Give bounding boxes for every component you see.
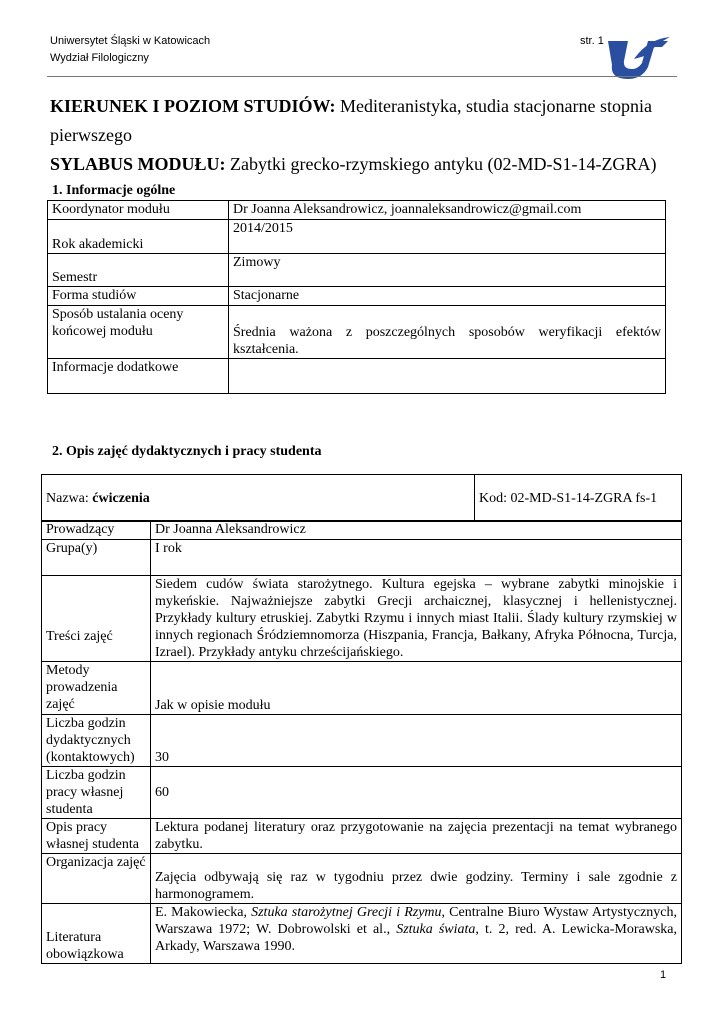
row-value: Stacjonarne [229,287,666,306]
sylabus-label: SYLABUS MODUŁU: [50,154,226,174]
row-label: Grupa(y) [42,540,151,576]
row-value: Średnia ważona z poszczególnych sposobów weryfikacji efektów kształcenia. [229,306,666,359]
table-row [42,854,682,904]
row-label: Informacje dodatkowe [48,359,229,394]
table-row [42,715,682,767]
kierunek-value-cont: pierwszego [50,125,132,145]
name-value: ćwiczenia [92,490,150,506]
row-value: 30 [151,715,682,767]
kierunek-label: KIERUNEK I POZIOM STUDIÓW: [50,96,336,116]
literature-text-2: , Centralne Biuro Wystaw Artystycznych, Warszawa 1972; W. Dobrowolski et al., [155,905,678,937]
row-label: Liczba godzin pracy własnej studenta [42,767,151,819]
row-value: Dr Joanna Aleksandrowicz [151,521,682,540]
row-value: I rok [151,540,682,576]
row-label: Opis pracy własnej studenta [42,819,151,854]
kierunek-heading [50,95,652,117]
sylabus-value: Zabytki grecko-rzymskiego antyku (02-MD-S1-14-ZGRA) [230,154,657,174]
row-label: Liczba godzin dydaktycznych (kontaktowych) [42,715,151,767]
row-label: Literatura obowiązkowa [42,904,151,964]
table-row [48,359,666,394]
row-value: Jak w opisie modułu [151,662,682,715]
table-row [48,287,666,306]
row-label: Organizacja zajęć [42,854,151,904]
university-logo-icon [604,33,672,81]
table-row [42,662,682,715]
row-label: Sposób ustalania oceny końcowej modułu [48,306,229,359]
table-row [42,540,682,576]
name-label: Nazwa: [46,490,89,506]
general-info-table [47,200,666,394]
row-label: Rok akademicki [48,220,229,254]
table-row [48,201,666,220]
row-label: Forma studiów [48,287,229,306]
row-value: Dr Joanna Aleksandrowicz, joannaleksandrowicz@gmail.com [229,201,666,220]
literature-text-3: , t. 2, red. A. Lewicka-Morawska, Arkady, Warszawa 1990. [155,922,677,954]
module-name-cell [42,475,475,522]
literature-value [151,904,682,964]
table-row [48,220,666,254]
module-code: Kod: 02-MD-S1-14-ZGRA fs-1 [475,475,682,522]
row-value: Zimowy [229,254,666,287]
section2-heading: 2. Opis zajęć dydaktycznych i pracy studenta [52,444,322,459]
row-value: 60 [151,767,682,819]
class-description-table [41,520,682,964]
row-value: Siedem cudów świata starożytnego. Kultura egejska – wybrane zabytki minojskie i mykeńskie. Najważniejsze zabytki Grecji archaicznej, klasycznej i hellenistycznej. Przykłady kultury etruskiej. Zabytki Rzymu i innych miast Italii. Ślady kultury rzymskiej w innych regionach Śródziemnomorza (Hiszpania, Francja, Bałkany, Afryka Północna, Turcja, Izrael). Przykłady antyku chrześcijańskiego. [151,576,682,662]
header-divider [47,76,677,77]
module-name-table [41,474,682,522]
row-label: Treści zajęć [42,576,151,662]
row-value [229,359,666,394]
table-row [42,904,682,964]
faculty-name: Wydział Filologiczny [50,52,149,64]
kierunek-value: Mediteranistyka, studia stacjonarne stopnia [340,96,652,116]
row-label: Metody prowadzenia zajęć [42,662,151,715]
table-row [42,576,682,662]
table-row [48,254,666,287]
sylabus-heading [50,153,656,175]
table-row [48,306,666,359]
university-name: Uniwersytet Śląski w Katowicach [50,35,211,47]
page-label: str. 1 [580,35,604,47]
table-row [42,767,682,819]
table-row [42,475,682,522]
section1-heading: 1. Informacje ogólne [52,183,176,198]
page-number: 1 [660,969,667,981]
row-label: Koordynator modułu [48,201,229,220]
literature-text-1: E. Makowiecka, [155,905,252,920]
row-label: Semestr [48,254,229,287]
literature-title-2: Sztuka świata [396,922,476,937]
row-value: Lektura podanej literatury oraz przygotowanie na zajęcia prezentacji na temat wybranego zabytku. [151,819,682,854]
table-row [42,819,682,854]
literature-title-1: Sztuka starożytnej Grecji i Rzymu [251,905,442,920]
row-value: 2014/2015 [229,220,666,254]
row-value: Zajęcia odbywają się raz w tygodniu przez dwie godziny. Terminy i sale zgodnie z harmonogramem. [151,854,682,904]
table-row [42,521,682,540]
row-label: Prowadzący [42,521,151,540]
